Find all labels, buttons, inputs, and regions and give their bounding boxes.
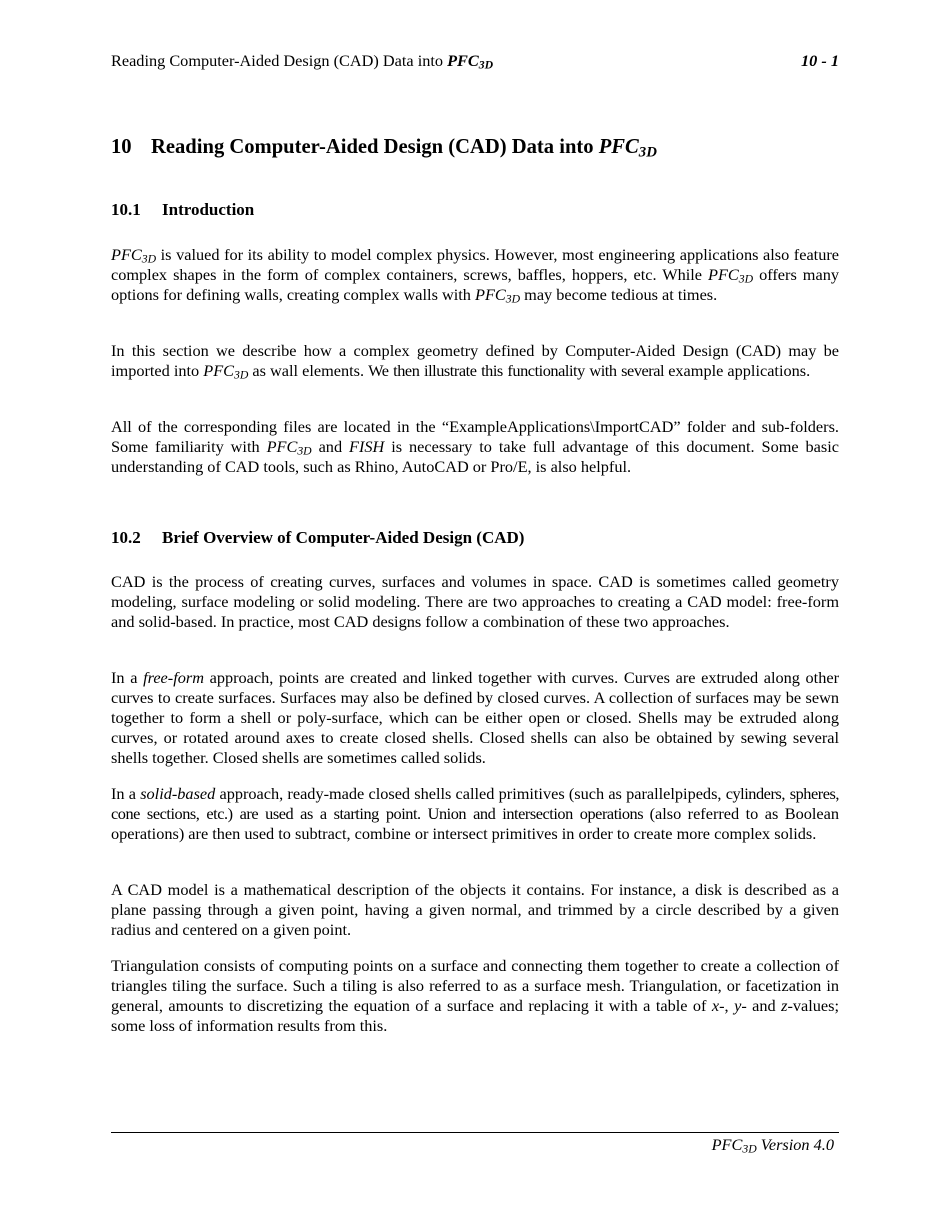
chapter-number: 10	[111, 136, 132, 158]
section-number: 10.2	[111, 528, 141, 547]
intro-paragraph-2: In this section we describe how a complex geometry defined by Computer-Aided Design (CAD) may be imported into $PFC_{3D}$ as wall elements. We then illustrate this functionality with several example applications.	[111, 341, 839, 382]
overview-paragraph-4: A CAD model is a mathematical description of the objects it contains. For instance, a disk is described as a plane passing through a given point, having a given normal, and trimmed by a circle described by a given radius and centered on a given point.	[111, 880, 839, 939]
section-heading-cad-overview	[111, 527, 524, 549]
chapter-title	[111, 134, 657, 160]
overview-paragraph-3: In a solid-based approach, ready-made closed shells called primitives (such as parallelpipeds, cylinders, spheres, cone sections, etc.) are used as a starting point. Union and intersection operations (also referred to as Boolean operations) are then used to subtract, combine or intersect primitives in order to create more complex solids.	[111, 784, 839, 843]
section-title-text: Introduction	[162, 200, 255, 219]
running-footer: $PFC_{3D}$ Version 4.0	[711, 1135, 834, 1156]
overview-paragraph-1: CAD is the process of creating curves, surfaces and volumes in space. CAD is sometimes called geometry modeling, surface modeling or solid modeling. There are two approaches to creating a CAD model: free-form and solid-based. In practice, most CAD designs follow a combination of these two approaches.	[111, 572, 839, 631]
page-number: 10 - 1	[801, 51, 839, 70]
intro-paragraph-1: $PFC_{3D}$ is valued for its ability to model complex physics. However, most engineering applications also feature complex shapes in the form of complex containers, screws, baffles, hoppers, etc. While $PFC_{3D}$ offers many options for defining walls, creating complex walls with $PFC_{3D}$ may become tedious at times.	[111, 245, 839, 306]
document-page	[111, 0, 839, 1230]
footer-version: Version 4.0	[756, 1135, 834, 1154]
overview-paragraph-2: In a free-form approach, points are created and linked together with curves. Curves are extruded along other curves to create surfaces. Surfaces may also be defined by closed curves. A collection of surfaces may be sewn together to form a shell or poly-surface, which can be either open or closed. Shells may be extruded along curves, or rotated around axes to create closed shells. Closed shells can also be obtained by sewing several shells together. Closed shells are sometimes called solids.	[111, 668, 839, 767]
section-number: 10.1	[111, 200, 141, 219]
chapter-product-name: $PFC_{3D}$	[598, 136, 657, 161]
header-title: Reading Computer-Aided Design (CAD) Data into	[111, 51, 448, 70]
section-heading-introduction	[111, 199, 254, 221]
chapter-title-text: Reading Computer-Aided Design (CAD) Data into	[151, 136, 599, 158]
footer-rule	[111, 1132, 839, 1133]
section-title-text: Brief Overview of Computer-Aided Design (CAD)	[162, 528, 525, 547]
running-header	[111, 51, 839, 71]
header-product-name: $PFC_{3D}$	[447, 51, 494, 72]
intro-paragraph-3: All of the corresponding files are located in the “ExampleApplications\ImportCAD” folder and sub-folders. Some familiarity with $PFC_{3D}$ and FISH is necessary to take full advantage of this document. Some basic understanding of CAD tools, such as Rhino, AutoCAD or Pro/E, is also helpful.	[111, 417, 839, 476]
overview-paragraph-5: Triangulation consists of computing points on a surface and connecting them together to create a collection of triangles tiling the surface. Such a tiling is also referred to as a surface mesh. Triangulation, or facetization in general, amounts to discretizing the equation of a surface and replacing it with a table of x-, y- and z-values; some loss of information results from this.	[111, 956, 839, 1035]
